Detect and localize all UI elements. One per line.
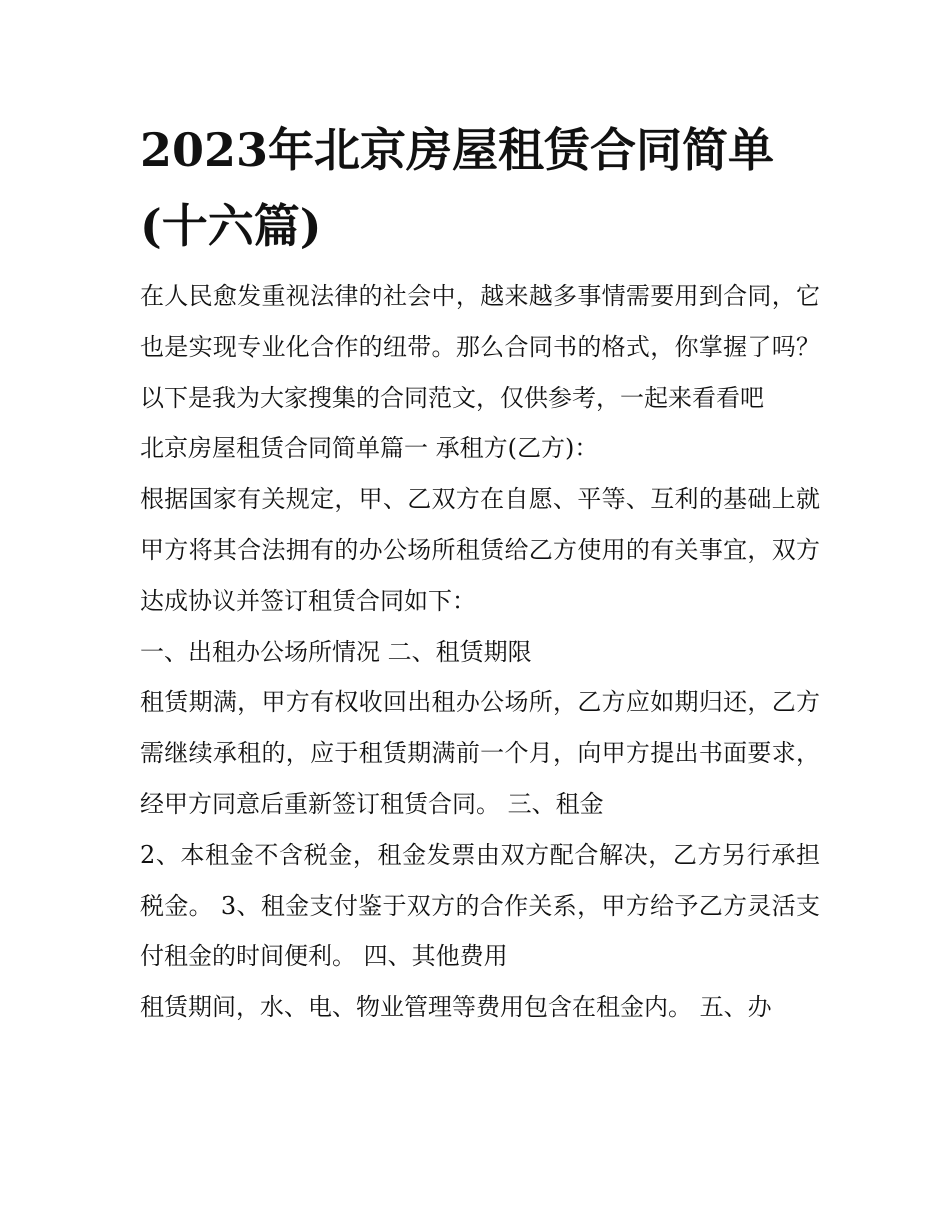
- document-body: [140, 271, 820, 1033]
- paragraph-other-fees: 租赁期间，水、电、物业管理等费用包含在租金内。 五、办: [140, 993, 772, 1022]
- document-title: 2023年北京房屋租赁合同简单(十六篇): [140, 123, 775, 253]
- paragraph-clauses-1-2: 一、出租办公场所情况 二、租赁期限: [140, 637, 532, 666]
- paragraph-rent: 2、本租金不含税金，租金发票由双方配合解决，乙方另行承担税金。 3、租金支付鉴于双方的合作关系，甲方给予乙方灵活支付租金的时间便利。 四、其他费用: [140, 840, 820, 971]
- paragraph-section-heading: 北京房屋租赁合同简单篇一 承租方(乙方)：: [140, 434, 599, 463]
- paragraph-agreement: 根据国家有关规定，甲、乙双方在自愿、平等、互利的基础上就甲方将其合法拥有的办公场所租赁给乙方使用的有关事宜，双方达成协议并签订租赁合同如下：: [140, 485, 820, 615]
- paragraph-lease-term: 租赁期满，甲方有权收回出租办公场所，乙方应如期归还，乙方需继续承租的，应于租赁期满前一个月，向甲方提出书面要求，经甲方同意后重新签订租赁合同。 三、租金: [140, 688, 820, 818]
- paragraph-intro: 在人民愈发重视法律的社会中，越来越多事情需要用到合同，它也是实现专业化合作的纽带。那么合同书的格式，你掌握了吗？以下是我为大家搜集的合同范文，仅供参考，一起来看看吧: [140, 282, 820, 412]
